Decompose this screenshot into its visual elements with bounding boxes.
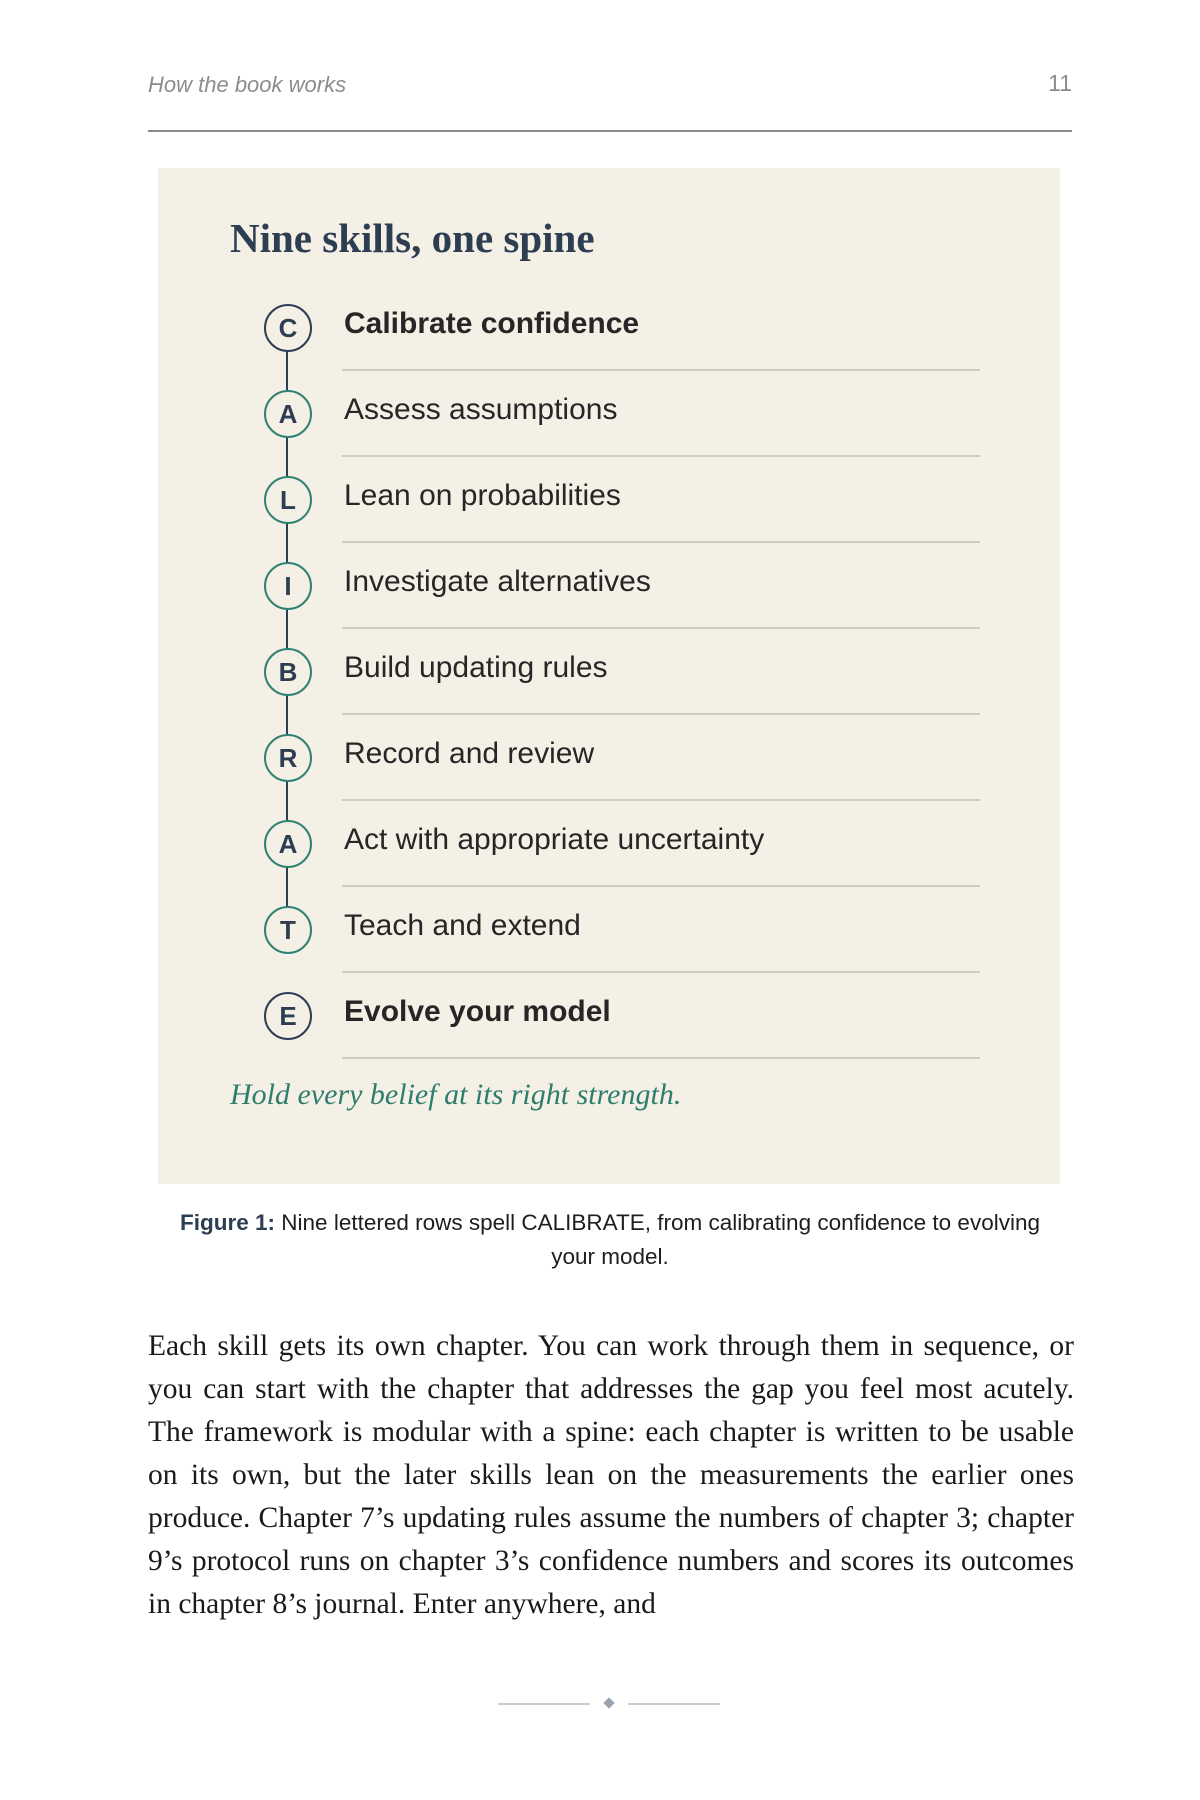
letter-circle-t: T [264, 906, 312, 954]
skill-label: Build updating rules [344, 651, 608, 684]
letter-circle-c: C [264, 304, 312, 352]
skill-label: Teach and extend [344, 909, 581, 942]
row-divider [342, 799, 980, 801]
ornament-rule-right [628, 1703, 720, 1705]
skill-row-act [158, 814, 1060, 900]
skill-row-calibrate [158, 298, 1060, 384]
body-paragraph: Each skill gets its own chapter. You can work through them in sequence, or you can start with the chapter that addresses the gap you feel most acutely. The framework is modular with a spine: each chapter is written to be usable on its own, but the later skills lean on the measurements the earlier ones produce. Chapter 7’s updating rules assume the numbers of chapter 3; chapter 9’s protocol runs on chapter 3’s confidence numbers and scores its outcomes in chapter 8’s journal. Enter anywhere, and [148, 1330, 1074, 1620]
page-number: 11 [1048, 70, 1072, 96]
letter-circle-r: R [264, 734, 312, 782]
figure-title: Nine skills, one spine [230, 215, 595, 261]
letter-circle-l: L [264, 476, 312, 524]
skill-row-teach [158, 900, 1060, 986]
figure-caption [160, 1206, 1060, 1274]
skill-label: Assess assumptions [344, 393, 618, 426]
skill-row-investigate [158, 556, 1060, 642]
row-divider [342, 885, 980, 887]
skill-row-build [158, 642, 1060, 728]
row-divider [342, 971, 980, 973]
running-head: How the book works [148, 72, 347, 97]
skill-row-assess [158, 384, 1060, 470]
skill-row-record [158, 728, 1060, 814]
figure-panel [158, 168, 1060, 1184]
row-divider [342, 627, 980, 629]
letter-circle-a: A [264, 390, 312, 438]
figure-motto: Hold every belief at its right strength. [230, 1078, 682, 1111]
letter-circle-e: E [264, 992, 312, 1040]
row-divider [342, 455, 980, 457]
row-divider [342, 369, 980, 371]
row-divider [342, 1057, 980, 1059]
ornament-rule-left [498, 1703, 590, 1705]
letter-circle-a: A [264, 820, 312, 868]
skill-row-lean [158, 470, 1060, 556]
skill-label: Investigate alternatives [344, 565, 651, 598]
ornament-diamond-icon [603, 1697, 614, 1708]
skill-row-evolve [158, 986, 1060, 1072]
skill-label: Record and review [344, 737, 595, 770]
page-header [148, 66, 1072, 132]
skill-label: Lean on probabilities [344, 479, 621, 512]
caption-label: Figure 1: [180, 1210, 276, 1235]
skill-label: Evolve your model [344, 995, 611, 1028]
row-divider [342, 541, 980, 543]
skill-label: Act with appropriate uncertainty [344, 823, 765, 856]
letter-circle-i: I [264, 562, 312, 610]
caption-text: Nine lettered rows spell CALIBRATE, from calibrating confidence to evolving your model. [281, 1210, 1040, 1269]
row-divider [342, 713, 980, 715]
skill-label: Calibrate confidence [344, 307, 640, 340]
letter-circle-b: B [264, 648, 312, 696]
